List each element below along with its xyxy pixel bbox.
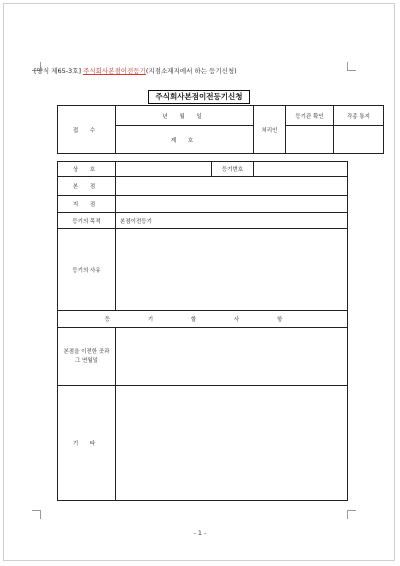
form-subtitle: 주식회사본점이전등기 — [83, 67, 146, 75]
register-no-label: 등기번호 — [212, 162, 254, 177]
trade-name-value[interactable] — [116, 162, 212, 177]
page-number: - 1 - — [193, 529, 207, 537]
head-office-label: 본 점 — [58, 177, 116, 196]
receipt-date: 년 월 일 — [116, 106, 254, 126]
section-header: 등 기 할 사 항 — [58, 311, 348, 328]
margin-corner-bottom-left — [32, 510, 41, 519]
margin-corner-top-right — [347, 62, 356, 71]
other-value[interactable] — [116, 386, 348, 501]
form-note: (지점소재지에서 하는 등기신청) — [145, 67, 237, 75]
reason-value[interactable] — [116, 229, 348, 311]
other-label: 기 타 — [58, 386, 116, 501]
branch-label: 지 점 — [58, 196, 116, 213]
application-table — [57, 161, 348, 501]
moved-value[interactable] — [116, 328, 348, 386]
cause-label: 등기의 목적 — [58, 213, 116, 229]
form-number-label — [34, 66, 237, 75]
register-check-header: 등기관 확인 — [286, 106, 334, 126]
document-title: 주식회사본점이전등기신청 — [148, 90, 250, 104]
notice-cell[interactable] — [334, 126, 384, 154]
processor-label: 처리인 — [254, 106, 286, 154]
receipt-number: 제 호 — [116, 126, 254, 154]
register-no-value[interactable] — [254, 162, 348, 177]
receipt-table — [57, 105, 384, 154]
margin-corner-bottom-right — [347, 510, 356, 519]
form-number: [양식 제65-3호] — [34, 67, 82, 75]
notice-header: 각종 통지 — [334, 106, 384, 126]
receipt-label: 접 수 — [58, 106, 116, 154]
register-check-cell[interactable] — [286, 126, 334, 154]
trade-name-label: 상 호 — [58, 162, 116, 177]
moved-label: 본점을 이전한 곳과 그 연월일 — [58, 328, 116, 386]
head-office-value[interactable] — [116, 177, 348, 196]
cause-value[interactable]: 본점이전등기 — [116, 213, 348, 229]
reason-label: 등기의 사유 — [58, 229, 116, 311]
branch-value[interactable] — [116, 196, 348, 213]
